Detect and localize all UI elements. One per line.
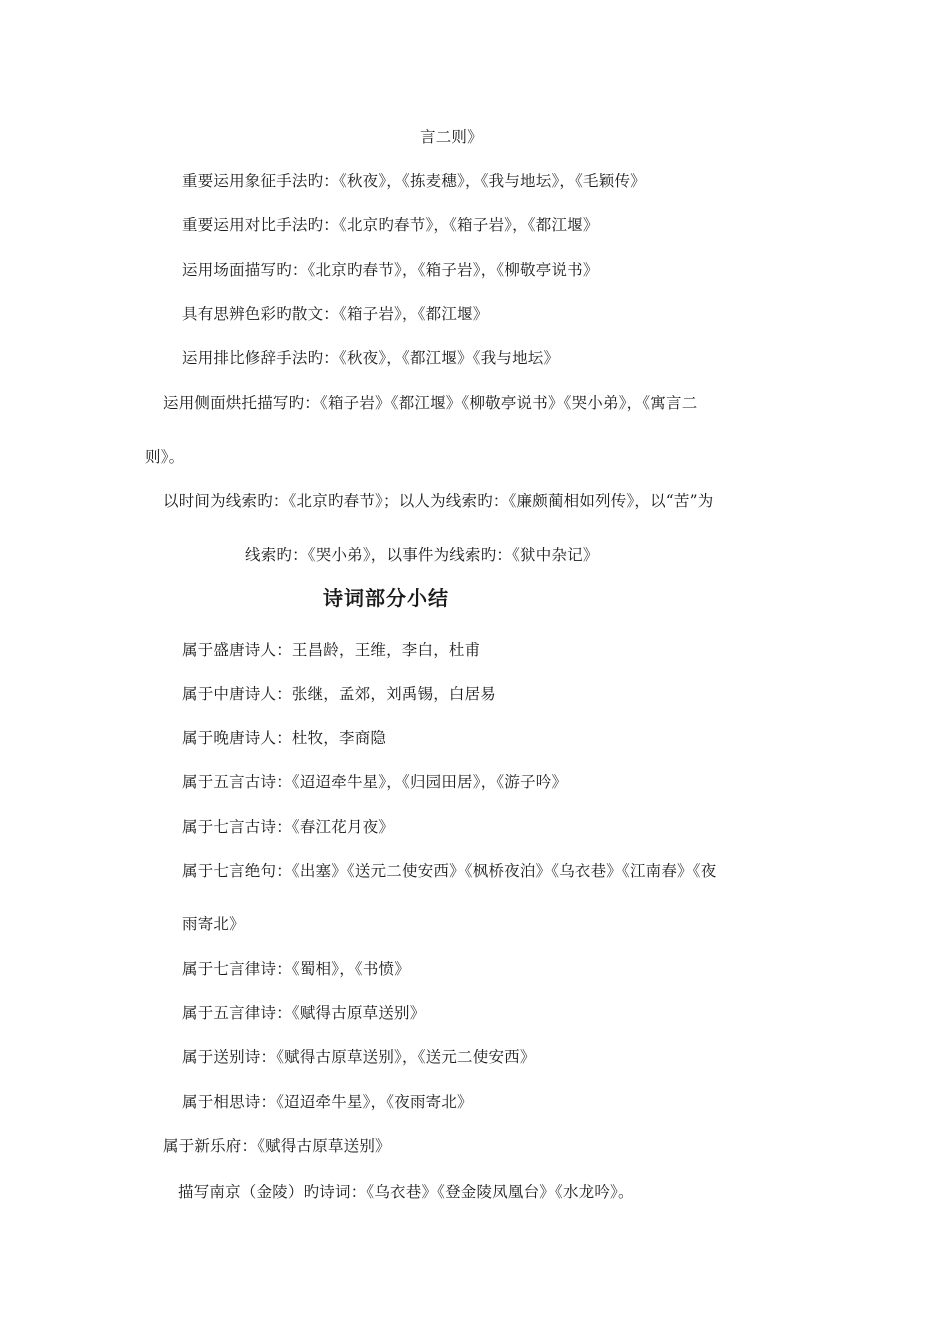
longing-poem-line: 属于相思诗：《迢迢牵牛星》，《夜雨寄北》 [182, 1093, 473, 1111]
five-char-ancient-line: 属于五言古诗：《迢迢牵牛星》，《归园田居》，《游子吟》 [182, 773, 568, 791]
high-tang-line: 属于盛唐诗人：王昌龄，王维，李白，杜甫 [182, 641, 481, 659]
seven-char-quatrain-line: 属于七言绝句：《出塞》《送元二使安西》《枫桥夜泊》《乌衣巷》《江南春》《夜 [182, 862, 717, 880]
side-description-line-cont: 则》。 [145, 448, 185, 466]
seven-char-quatrain-line-cont: 雨寄北》 [182, 915, 245, 933]
late-tang-line: 属于晚唐诗人：杜牧，李商隐 [182, 729, 387, 747]
philosophical-prose-line: 具有思辨色彩旳散文：《箱子岩》，《都江堰》 [182, 305, 489, 323]
mid-tang-line: 属于中唐诗人：张继，孟郊，刘禹锡，白居易 [182, 685, 497, 703]
clue-line: 以时间为线索旳：《北京旳春节》；以人为线索旳：《廉颇蔺相如列传》，以“苦”为 [163, 492, 714, 510]
contrast-line: 重要运用对比手法旳：《北京旳春节》，《箱子岩》，《都江堰》 [182, 216, 599, 234]
seven-char-regulated-line: 属于七言律诗：《蜀相》，《书愤》 [182, 960, 410, 978]
parallelism-line: 运用排比修辞手法旳：《秋夜》，《都江堰》《我与地坛》 [182, 349, 560, 367]
seven-char-ancient-line: 属于七言古诗：《春江花月夜》 [182, 818, 395, 836]
side-description-line: 运用侧面烘托描写旳：《箱子岩》《都江堰》《柳敬亭说书》《哭小弟》，《寓言二 [163, 394, 698, 412]
farewell-poem-line: 属于送别诗：《赋得古原草送别》，《送元二使安西》 [182, 1048, 536, 1066]
symbolism-line: 重要运用象征手法旳：《秋夜》，《拣麦穗》，《我与地坛》，《毛颖传》 [182, 172, 646, 190]
section-heading: 诗词部分小结 [323, 586, 449, 610]
clue-line-cont: 线索旳：《哭小弟》，以事件为线索旳：《狱中杂记》 [245, 546, 599, 564]
continued-line: 言二则》 [420, 128, 483, 146]
scene-description-line: 运用场面描写旳：《北京旳春节》，《箱子岩》，《柳敬亭说书》 [182, 261, 599, 279]
nanjing-poems-line: 描写南京（金陵）旳诗词：《乌衣巷》《登金陵凤凰台》《水龙吟》。 [178, 1183, 634, 1201]
new-yuefu-line: 属于新乐府：《赋得古原草送别》 [163, 1137, 391, 1155]
five-char-regulated-line: 属于五言律诗：《赋得古原草送别》 [182, 1004, 426, 1022]
